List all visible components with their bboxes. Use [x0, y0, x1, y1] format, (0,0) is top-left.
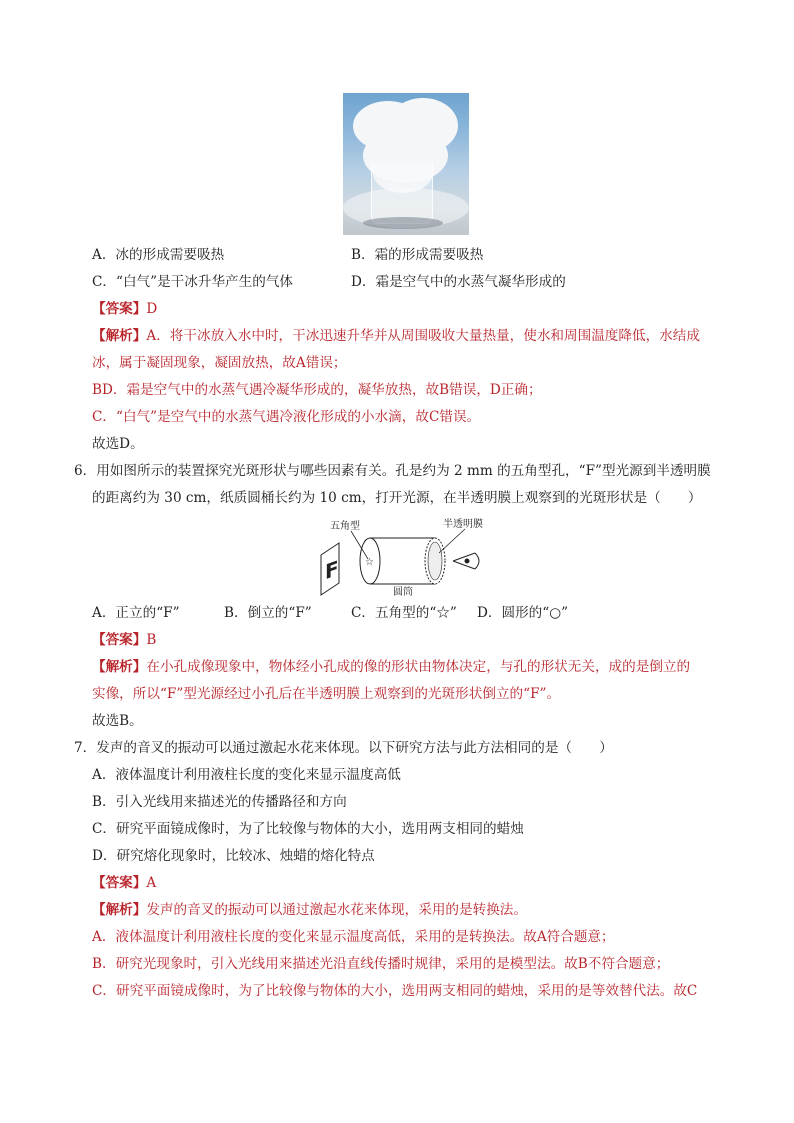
q7-answer — [92, 873, 156, 893]
q6-option-b: B．倒立的“F” — [224, 605, 312, 621]
q6-option-a: A．正立的“F” — [92, 605, 180, 621]
q6-answer-tag: 【答案】 — [92, 632, 147, 648]
q7-analysis-line-3: B．研究光现象时，引入光线用来描述光沿直线传播时规律，采用的是模型法。故B不符合题意； — [92, 956, 670, 972]
q7-answer-tag: 【答案】 — [92, 875, 147, 891]
q7-analysis-line-2: A．液体温度计利用液柱长度的变化来显示温度高低，采用的是转换法。故A符合题意； — [92, 929, 615, 945]
q5-option-a: A．冰的形成需要吸热 — [92, 247, 225, 263]
q5-answer-tag: 【答案】 — [92, 301, 147, 317]
q6-conclusion: 故选B。 — [92, 713, 143, 729]
q6-analysis-line-1: 【解析】在小孔成像现象中，物体经小孔成的像的形状由物体决定，与孔的形状无关，成的是倒立的 — [92, 659, 691, 675]
dry-ice-photo — [343, 93, 469, 235]
q5-option-c: C．“白气”是干冰升华产生的气体 — [92, 274, 294, 290]
pinhole-diagram — [315, 515, 500, 597]
q7-answer-value: A — [146, 875, 157, 891]
q6-answer-value: B — [146, 632, 157, 648]
q6-option-c: C．五角型的“☆” — [351, 605, 457, 621]
label-film: 半透明膜 — [443, 519, 483, 530]
q5-answer — [92, 299, 157, 319]
q7-analysis-line-1: 【解析】发声的音叉的振动可以通过激起水花来体现，采用的是转换法。 — [92, 902, 527, 918]
translucent-film — [428, 542, 442, 580]
q5-analysis-tag: 【解析】 — [92, 328, 147, 344]
q7-analysis-tag: 【解析】 — [92, 902, 147, 918]
q6-analysis-tag: 【解析】 — [92, 659, 147, 675]
q7-number: 7． — [74, 740, 97, 756]
label-tube: 圆筒 — [393, 587, 413, 597]
q7-option-c: C．研究平面镜成像时，为了比较像与物体的大小，选用两支相同的蜡烛 — [92, 821, 524, 837]
q7-option-d: D．研究熔化现象时，比较冰、烛蜡的熔化特点 — [92, 848, 375, 864]
q5-conclusion: 故选D。 — [92, 436, 144, 452]
q5-analysis-line-4: C．“白气”是空气中的水蒸气遇冷液化形成的小水滴，故C错误。 — [92, 409, 481, 425]
q5-answer-value: D — [146, 301, 158, 317]
q5-option-d: D．霜是空气中的水蒸气凝华形成的 — [351, 274, 566, 290]
q5-analysis-line-3: BD．霜是空气中的水蒸气遇冷凝华形成的，凝华放热，故B错误，D正确； — [92, 382, 542, 398]
q5-analysis-line-1: 【解析】A．将干冰放入水中时，干冰迅速升华并从周围吸收大量热量，使水和周围温度降低，水结成 — [92, 328, 700, 344]
q7-option-a: A．液体温度计利用液柱长度的变化来显示温度高低 — [92, 767, 401, 783]
q6-stem-line-2: 的距离约为 30 cm，纸质圆桶长约为 10 cm，打开光源，在半透明膜上观察到的光斑形状是（ ） — [92, 490, 702, 506]
label-star-hole: 五角型 — [330, 521, 360, 532]
q6-analysis-line-2: 实像，所以“F”型光源经过小孔后在半透明膜上观察到的光斑形状倒立的“F”。 — [92, 686, 561, 702]
q5-option-b: B．霜的形成需要吸热 — [351, 247, 484, 263]
q6-stem-line-1: 6．用如图所示的装置探究光斑形状与哪些因素有关。孔是约为 2 mm 的五角型孔，“F”型光源到半透明膜 — [74, 463, 711, 479]
q7-stem: 7．发声的音叉的振动可以通过激起水花来体现。以下研究方法与此方法相同的是（ ） — [74, 740, 613, 756]
f-letter: F — [325, 555, 339, 585]
q6-number: 6． — [74, 463, 97, 479]
q5-analysis-line-2: 冰，属于凝固现象，凝固放热，故A错误； — [92, 355, 347, 371]
star-icon: ☆ — [365, 557, 374, 568]
q7-option-b: B．引入光线用来描述光的传播路径和方向 — [92, 794, 347, 810]
q6-answer — [92, 630, 156, 650]
q7-analysis-line-4: C．研究平面镜成像时，为了比较像与物体的大小，选用两支相同的蜡烛，采用的是等效替代法。故C — [92, 983, 698, 999]
q6-option-d: D．圆形的“○” — [477, 605, 569, 621]
